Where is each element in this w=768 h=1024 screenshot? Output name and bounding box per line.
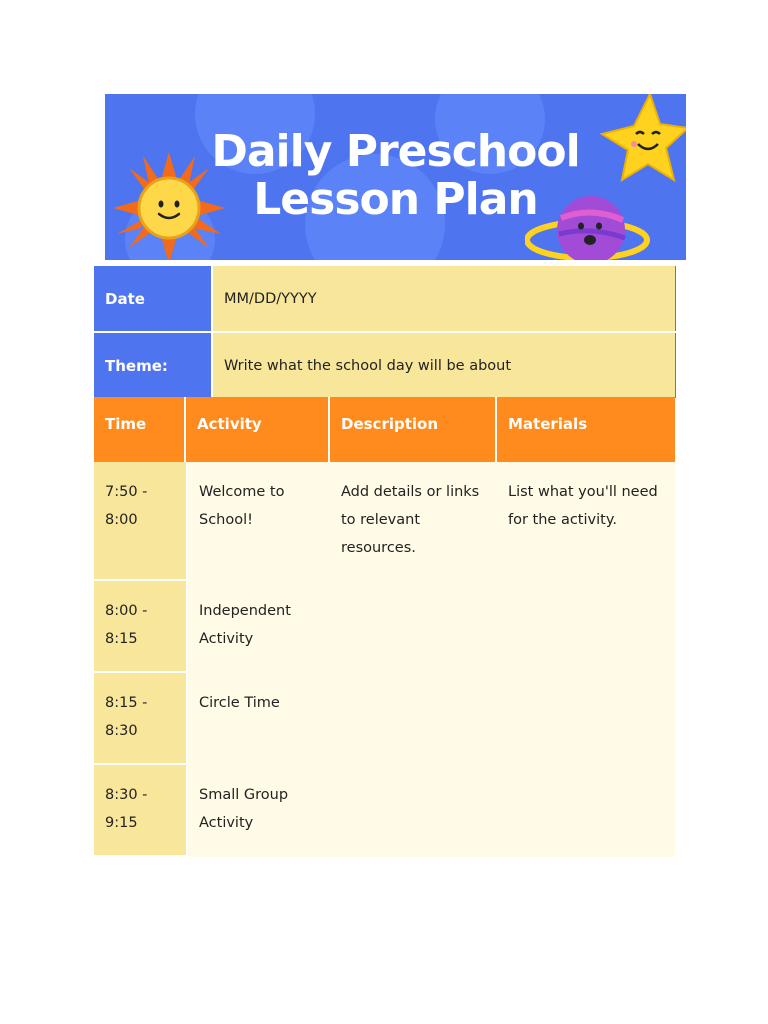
theme-label: Theme: — [94, 333, 213, 398]
time-cell[interactable]: 8:00 - 8:15 — [94, 581, 186, 673]
activity-cell[interactable]: Circle Time — [186, 673, 330, 765]
time-cell[interactable]: 8:30 - 9:15 — [94, 765, 186, 857]
materials-cell[interactable]: List what you'll need for the activity. — [497, 462, 675, 581]
theme-row — [94, 333, 676, 400]
description-cell[interactable]: Add details or links to relevant resources. — [330, 462, 497, 581]
table-row — [94, 462, 675, 581]
description-cell[interactable] — [330, 581, 497, 673]
description-cell[interactable] — [330, 673, 497, 765]
activity-cell[interactable]: Small Group Activity — [186, 765, 330, 857]
materials-cell[interactable] — [497, 673, 675, 765]
activity-cell[interactable]: Independent Activity — [186, 581, 330, 673]
title-line-1: Daily Preschool — [211, 126, 580, 177]
description-cell[interactable] — [330, 765, 497, 857]
page-title — [105, 128, 686, 224]
info-table — [94, 266, 676, 400]
date-row — [94, 266, 676, 333]
table-row — [94, 765, 675, 857]
header-banner — [105, 94, 686, 260]
time-cell[interactable]: 8:15 - 8:30 — [94, 673, 186, 765]
activity-cell[interactable]: Welcome to School! — [186, 462, 330, 581]
date-label: Date — [94, 266, 213, 331]
header-materials: Materials — [497, 397, 675, 462]
theme-field[interactable]: Write what the school day will be about — [213, 333, 676, 398]
table-row — [94, 581, 675, 673]
header-activity: Activity — [186, 397, 330, 462]
materials-cell[interactable] — [497, 765, 675, 857]
schedule-header-row — [94, 397, 675, 462]
schedule-table — [94, 397, 675, 857]
title-line-2: Lesson Plan — [253, 174, 538, 225]
time-cell[interactable]: 7:50 - 8:00 — [94, 462, 186, 581]
header-time: Time — [94, 397, 186, 462]
header-description: Description — [330, 397, 497, 462]
date-field[interactable]: MM/DD/YYYY — [213, 266, 676, 331]
table-row — [94, 673, 675, 765]
materials-cell[interactable] — [497, 581, 675, 673]
